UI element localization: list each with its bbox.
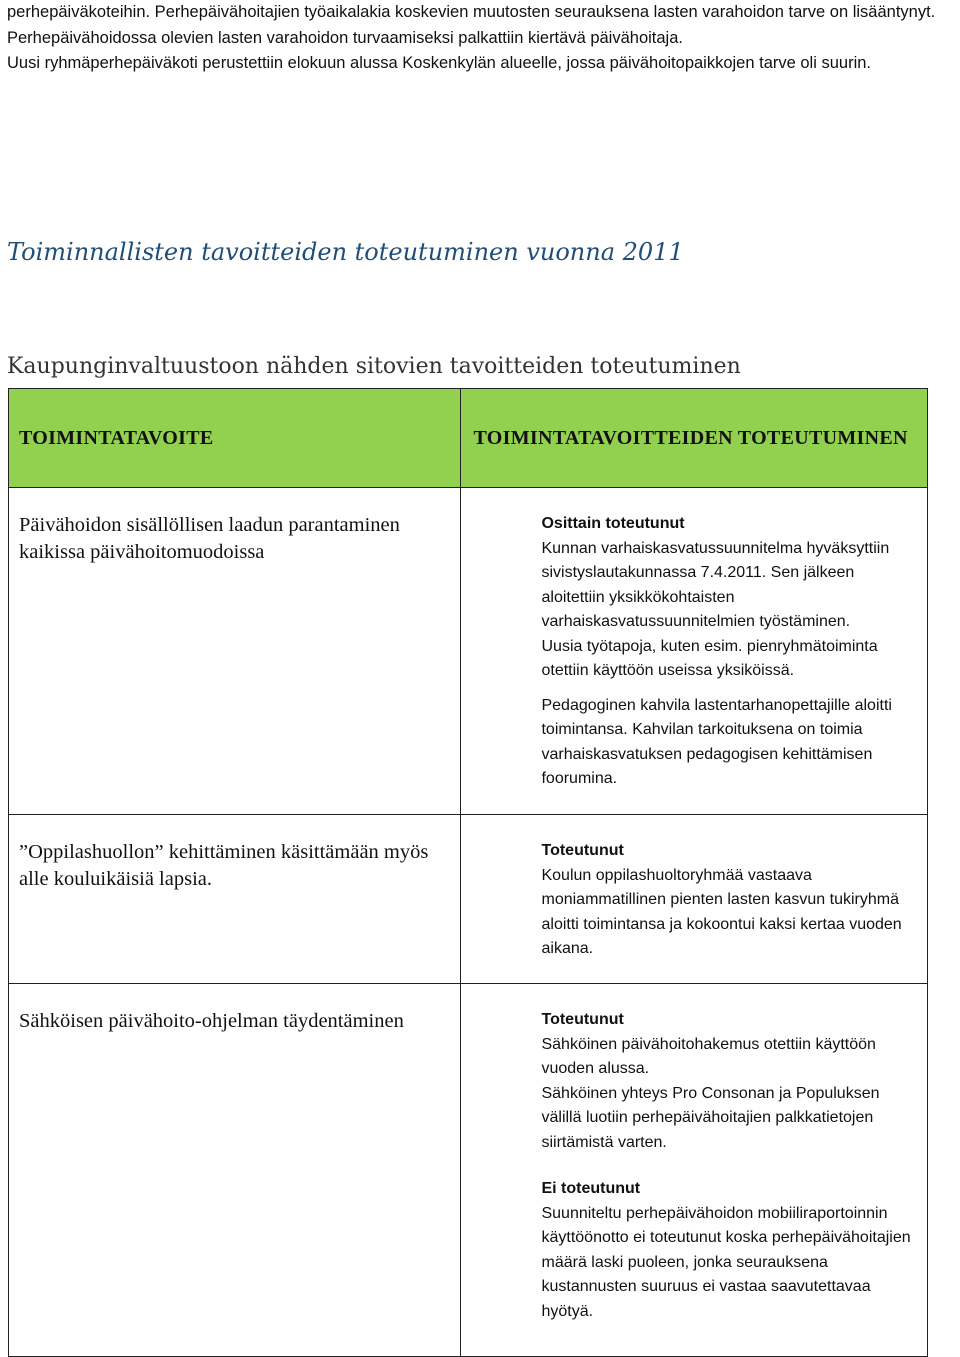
status-label: Ei toteutunut: [541, 1180, 641, 1197]
realization-text: Kunnan varhaiskasvatussuunnitelma hyväksyttiin sivistyslautakunnassa 7.4.2011. Sen jälkeen aloitettiin yksikkökohtaisten varhaiskasvatussuunnitelmien työstäminen.: [541, 539, 890, 630]
table-row: [9, 984, 928, 1357]
header-goal: TOIMINTATAVOITE: [9, 389, 461, 488]
status-label: Toteutunut: [541, 842, 624, 859]
realization-cell: [461, 984, 928, 1357]
intro-paragraph-1: perhepäiväkoteihin. Perhepäivähoitajien työaikalakia koskevien muutosten seurauksena lasten varahoidon tarve on lisääntynyt. Perhepäivähoidossa olevien lasten varahoidon turvaamiseksi palkattiin kiertävä päivähoitaja.: [7, 3, 936, 47]
subsection-heading: Kaupunginvaltuustoon nähden sitovien tavoitteiden toteutuminen: [7, 354, 741, 379]
intro-paragraph-2: Uusi ryhmäperhepäiväkoti perustettiin elokuun alussa Koskenkylän alueelle, jossa päivähoitopaikkojen tarve oli suurin.: [7, 54, 871, 72]
realization-cell: [461, 488, 928, 815]
header-realization: TOIMINTATAVOITTEIDEN TOTEUTUMINEN: [461, 389, 928, 488]
status-label: Toteutunut: [541, 1011, 624, 1028]
realization-text: Uusia työtapoja, kuten esim. pienryhmätoiminta otettiin käyttöön useissa yksiköissä.: [541, 637, 878, 679]
realization-text: Suunniteltu perhepäivähoidon mobiiliraportoinnin käyttöönotto ei toteutunut koska perhepäivähoitajien määrä laski puoleen, jonka seurauksena kustannusten suuruus ei vastaa saavutettavaa hyötyä.: [541, 1204, 911, 1320]
table-row: [9, 815, 928, 984]
goals-table: [8, 388, 928, 1357]
realization-cell: [461, 815, 928, 984]
table-row: [9, 488, 928, 815]
goal-cell: Päivähoidon sisällöllisen laadun parantaminen kaikissa päivähoitomuodoissa: [9, 488, 461, 815]
realization-text: Pedagoginen kahvila lastentarhanopettajille aloitti toimintansa. Kahvilan tarkoituksena on toimia varhaiskasvatuksen pedagogisen kehittämisen foorumina.: [541, 696, 892, 787]
realization-text: Sähköinen päivähoitohakemus otettiin käyttöön vuoden alussa.: [541, 1035, 876, 1077]
section-heading: Toiminnallisten tavoitteiden toteutuminen vuonna 2011: [7, 238, 684, 266]
status-label: Osittain toteutunut: [541, 515, 685, 532]
table-header-row: [9, 389, 928, 488]
intro-text: [7, 0, 955, 77]
goal-cell: ”Oppilashuollon” kehittäminen käsittämään myös alle kouluikäisiä lapsia.: [9, 815, 461, 984]
realization-text: Koulun oppilashuoltoryhmää vastaava moniammatillinen pienten lasten kasvun tukiryhmä aloitti toimintansa ja kokoontui kaksi kertaa vuoden aikana.: [541, 866, 902, 957]
realization-text: Sähköinen yhteys Pro Consonan ja Populuksen välillä luotiin perhepäivähoitajien palkkatietojen siirtämistä varten.: [541, 1084, 880, 1151]
goal-cell: Sähköisen päivähoito-ohjelman täydentäminen: [9, 984, 461, 1357]
